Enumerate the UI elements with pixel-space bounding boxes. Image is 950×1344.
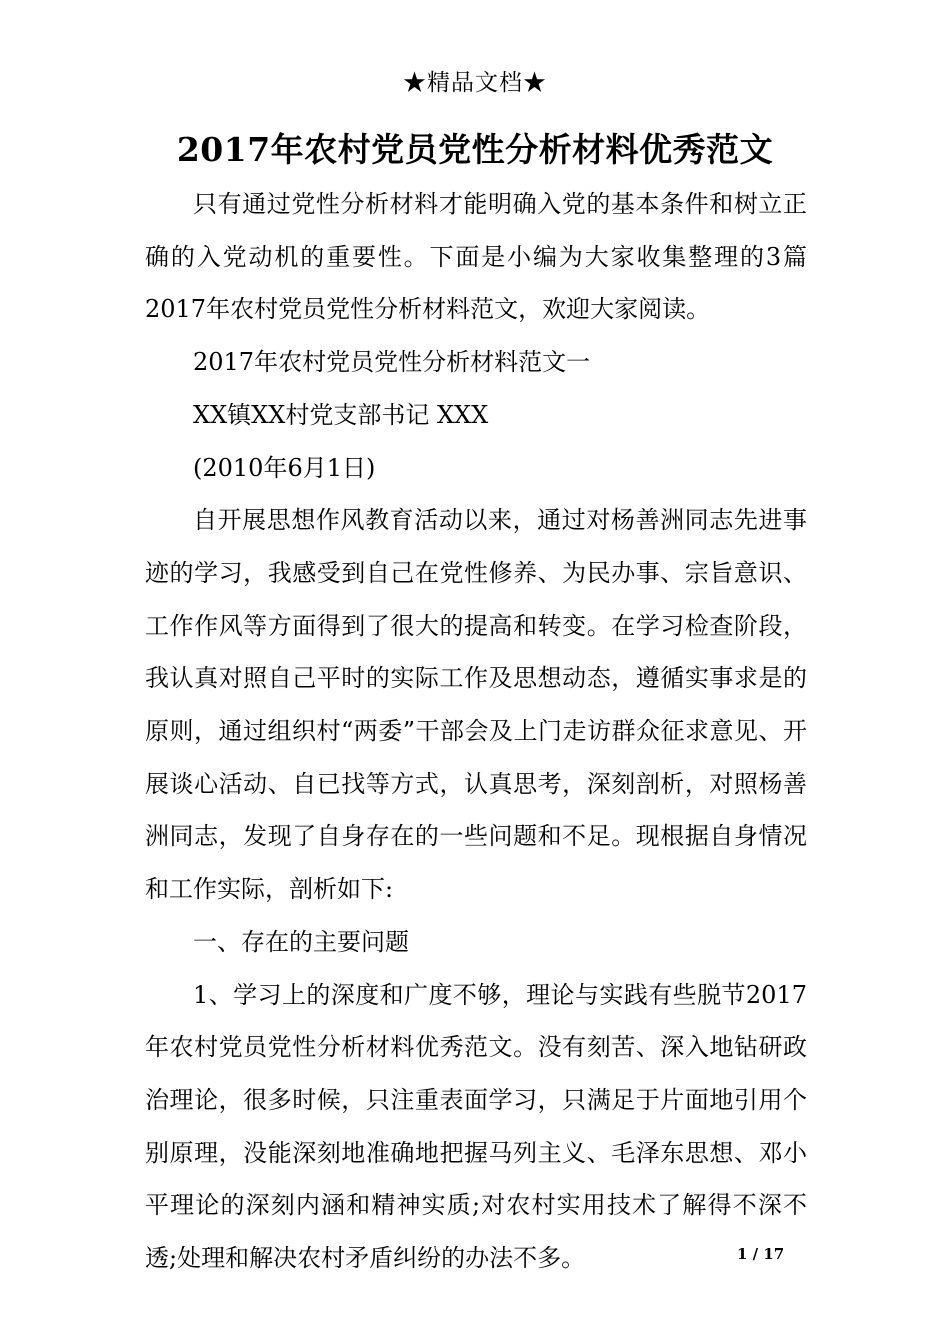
body-paragraph: 自开展思想作风教育活动以来，通过对杨善洲同志先进事迹的学习，我感受到自己在党性修养、为民办事、宗旨意识、工作作风等方面得到了很大的提高和转变。在学习检查阶段，我认真对照自己平时的实际工作及思想动态，遵循实事求是的原则，通过组织村“两委”干部会及上门走访群众征求意见、开展谈心活动、自已找等方式，认真思考，深刻剖析，对照杨善洲同志，发现了自身存在的一些问题和不足。现根据自身情况和工作实际，剖析如下: bbox=[145, 506, 807, 904]
page-number: 1 / 17 bbox=[737, 1245, 785, 1263]
subsection-heading: 一、存在的主要问题 bbox=[193, 927, 409, 956]
author-line: XX镇XX村党支部书记 XXX bbox=[193, 400, 489, 429]
date-line: (2010年6月1日) bbox=[193, 453, 376, 482]
document-body bbox=[145, 178, 807, 1285]
intro-paragraph: 只有通过党性分析材料才能明确入党的基本条件和树立正确的入党动机的重要性。下面是小编为大家收集整理的3篇2017年农村党员党性分析材料范文，欢迎大家阅读。 bbox=[145, 190, 807, 324]
section-heading: 2017年农村党员党性分析材料范文一 bbox=[193, 348, 591, 377]
body-paragraph: 1、学习上的深度和广度不够，理论与实践有些脱节2017年农村党员党性分析材料优秀范文。没有刻苦、深入地钻研政治理论，很多时候，只注重表面学习，只满足于片面地引用个别原理，没能深刻地准确地把握马列主义、毛泽东思想、邓小平理论的深刻内涵和精神实质;对农村实用技术了解得不深不透;处理和解决农村矛盾纠纷的办法不多。 bbox=[145, 980, 807, 1273]
document-header-mark: ★精品文档★ bbox=[403, 70, 547, 96]
document-title: 2017年农村党员党性分析材料优秀范文 bbox=[176, 130, 774, 169]
